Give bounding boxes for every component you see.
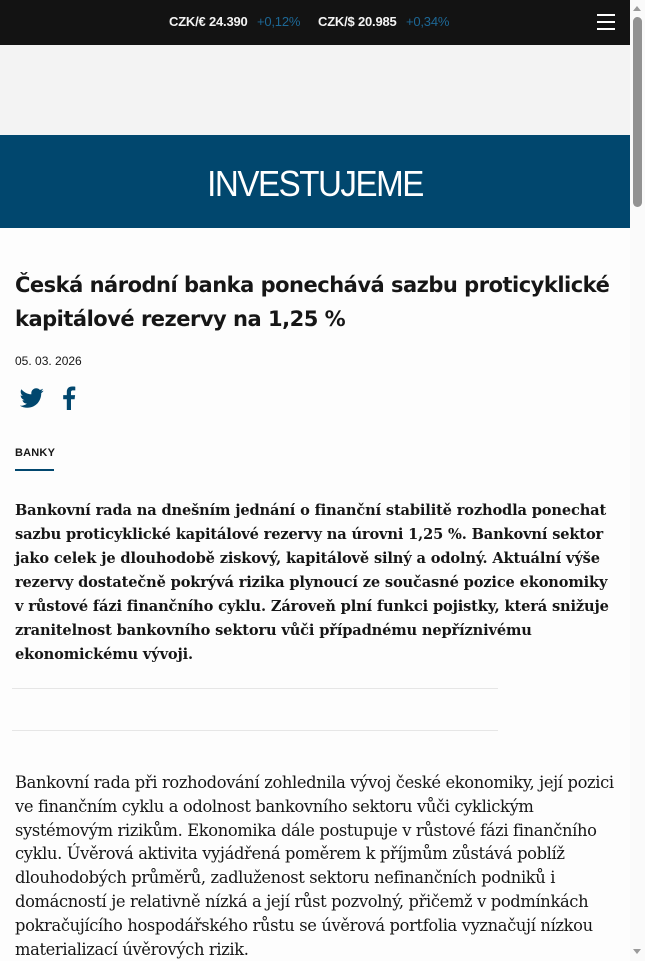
hamburger-menu-icon[interactable] bbox=[596, 13, 616, 31]
menu-bar bbox=[597, 21, 615, 23]
ad-band bbox=[0, 45, 630, 135]
rate-pair: CZK/$ bbox=[318, 14, 355, 29]
article-body: Bankovní rada při rozhodování zohlednila vývoj české ekonomiky, její pozici ve finančním cyklu a odolnost bankovního sektoru vůči cyklickým systémovým rizikům. Ekonomika dále postupuje v růstové fázi finančního cyklu. Úvěrová aktivita vyjádřená poměrem k příjmům zůstává poblíž dlouhodobých průměrů, zadluženost sektoru nefinančních podniků i domácností je relativně nízká a její růst pozvolný, přičemž v podmínkách pokračujícího hospodářského růstu se úvěrová portfolia vyznačují nízkou materializací úvěrových rizik. bbox=[15, 773, 614, 959]
article-title: Česká národní banka ponechává sazbu proticyklické kapitálové rezervy na 1,25 % bbox=[15, 273, 610, 331]
scroll-up-arrow-icon[interactable] bbox=[633, 6, 641, 11]
facebook-icon bbox=[62, 386, 76, 410]
rate-change: +0,12% bbox=[256, 14, 301, 29]
twitter-icon bbox=[20, 386, 44, 410]
divider bbox=[12, 688, 498, 689]
rate-value: 24.390 bbox=[208, 14, 248, 29]
brand-logo[interactable]: INVESTUJEME bbox=[207, 163, 423, 204]
rate-czk-usd bbox=[318, 14, 449, 29]
brand-banner bbox=[0, 135, 630, 228]
category-link[interactable]: BANKY bbox=[15, 447, 56, 459]
article-date: 05. 03. 2026 bbox=[15, 354, 82, 368]
menu-bar bbox=[597, 28, 615, 30]
share-facebook-button[interactable] bbox=[62, 386, 78, 412]
rate-value: 20.985 bbox=[357, 14, 397, 29]
rate-pair: CZK/€ bbox=[169, 14, 206, 29]
scrollbar-thumb[interactable] bbox=[633, 17, 642, 207]
article-lead: Bankovní rada na dnešním jednání o finanční stabilitě rozhodla ponechat sazbu proticyklické kapitálové rezervy na úrovni 1,25 %. Bankovní sektor jako celek je dlouhodobě ziskový, kapitálově silný a odolný. Aktuální výše rezervy dostatečně pokrývá rizika plynoucí ze současné pozice ekonomiky v růstové fázi finančního cyklu. Zároveň plní funkci pojistky, která snižuje zranitelnost bankovního sektoru vůči případnému nepříznivému ekonomickému vývoji. bbox=[15, 502, 609, 663]
rate-czk-eur bbox=[169, 14, 300, 29]
menu-bar bbox=[597, 14, 615, 16]
scroll-down-arrow-icon[interactable] bbox=[633, 949, 641, 954]
category-underline bbox=[15, 469, 54, 471]
divider bbox=[12, 730, 498, 731]
scrollbar[interactable] bbox=[630, 0, 645, 961]
share-twitter-button[interactable] bbox=[20, 386, 46, 412]
rate-change: +0,34% bbox=[405, 14, 450, 29]
top-bar bbox=[0, 0, 630, 45]
